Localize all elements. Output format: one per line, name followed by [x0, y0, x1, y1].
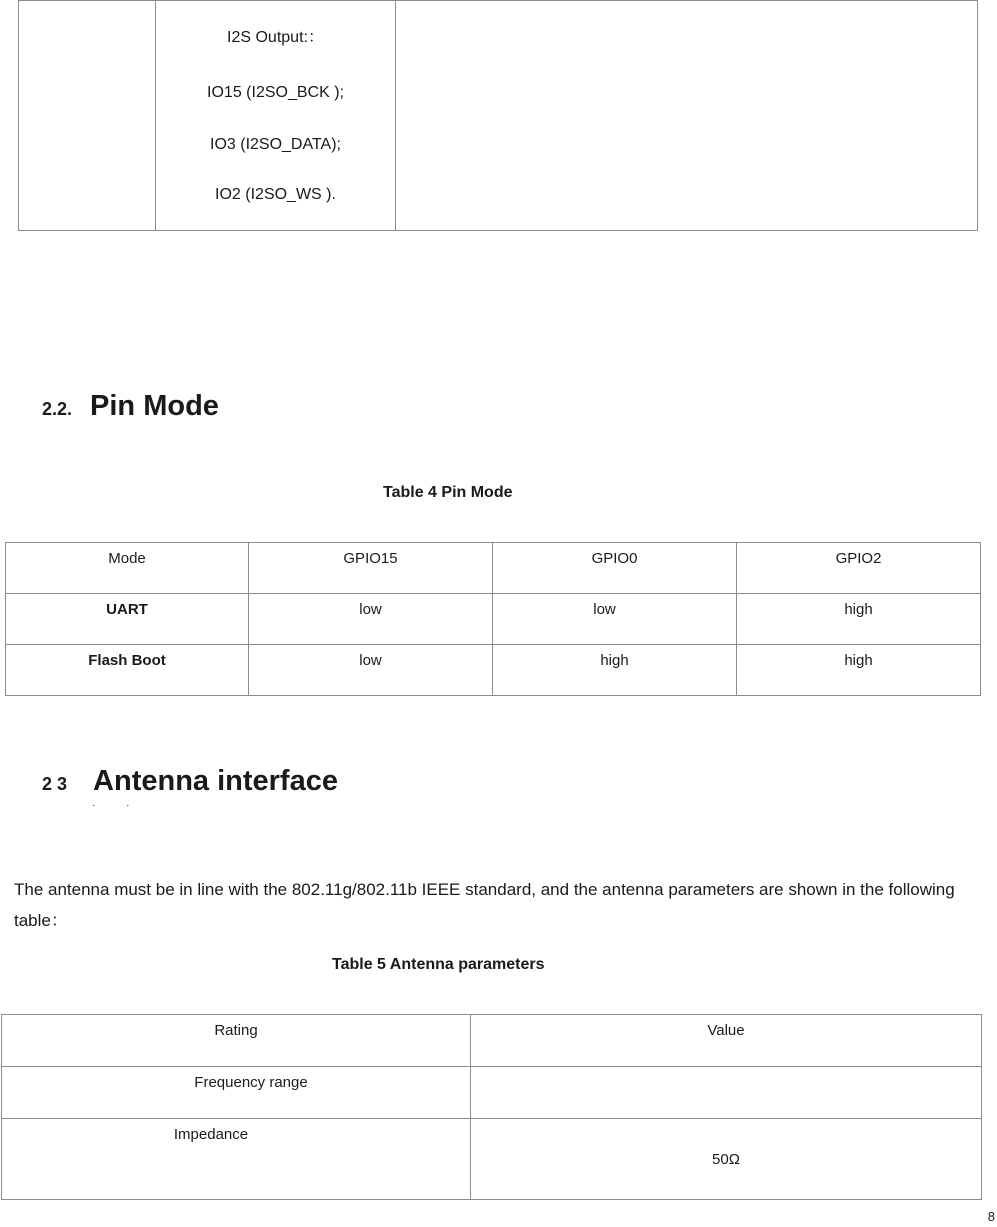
section-number: 2 3 [42, 774, 68, 794]
section-number: 2.2. [42, 399, 73, 419]
table-row [6, 645, 981, 696]
table-header-cell: GPIO15 [249, 543, 493, 594]
table-cell-value: 50Ω [471, 1119, 982, 1200]
heading-dots: · · [92, 800, 144, 811]
table-row [2, 1067, 982, 1119]
table-cell: low [249, 594, 493, 645]
i2s-table-cell-pins [156, 1, 396, 231]
table-cell: high [737, 645, 981, 696]
section-heading-antenna [42, 765, 338, 798]
antenna-paragraph: The antenna must be in line with the 802.11g/802.11b IEEE standard, and the antenna parameters are shown in the following table： [14, 880, 955, 930]
table-cell-rating: Impedance [2, 1119, 471, 1200]
table-cell-value [471, 1067, 982, 1119]
table-cell-mode: UART [6, 594, 249, 645]
section-title: Antenna interface [93, 765, 338, 797]
antenna-table-caption: Table 5 Antenna parameters [332, 956, 545, 973]
i2s-pin-bck: IO15 (I2SO_BCK ); [207, 84, 344, 101]
i2s-output-table [18, 0, 978, 231]
antenna-parameters-table [1, 1014, 982, 1200]
table-cell-rating: Frequency range [2, 1067, 471, 1119]
pin-mode-table [5, 542, 981, 696]
i2s-table-cell-empty-right [396, 1, 978, 231]
table-header-cell: GPIO0 [493, 543, 737, 594]
table-header-cell: Mode [6, 543, 249, 594]
table-header-row [2, 1015, 982, 1067]
table-header-row [6, 543, 981, 594]
table-row [2, 1119, 982, 1200]
i2s-pin-data: IO3 (I2SO_DATA); [210, 136, 341, 153]
table-cell: high [737, 594, 981, 645]
i2s-table-cell-empty [19, 1, 156, 231]
page-number: 8 [987, 1209, 995, 1224]
table-header-cell: GPIO2 [737, 543, 981, 594]
table-cell-mode: Flash Boot [6, 645, 249, 696]
section-title: Pin Mode [90, 390, 219, 422]
table-header-cell: Rating [2, 1015, 471, 1067]
table-row [6, 594, 981, 645]
i2s-output-label: I2S Output:： [227, 29, 324, 46]
section-heading-pin-mode [42, 390, 219, 423]
pin-mode-table-caption: Table 4 Pin Mode [383, 484, 513, 501]
table-header-cell: Value [471, 1015, 982, 1067]
i2s-pin-ws: IO2 (I2SO_WS ). [215, 186, 336, 203]
table-cell: high [493, 645, 737, 696]
table-cell: low [249, 645, 493, 696]
table-cell: low [493, 594, 737, 645]
